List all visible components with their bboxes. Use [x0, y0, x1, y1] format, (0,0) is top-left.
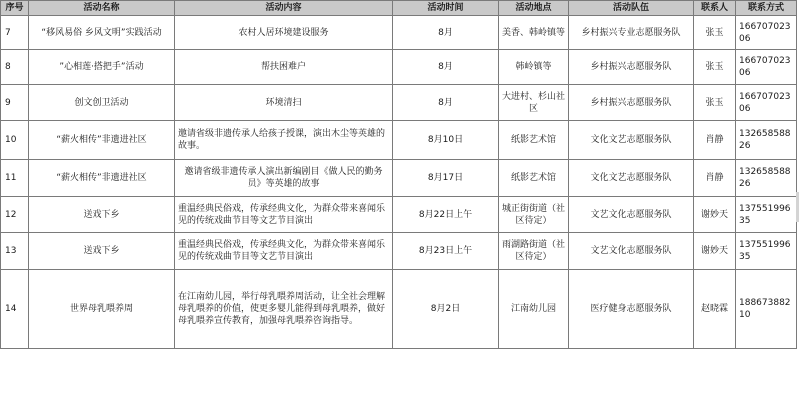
cell-team: 文化文艺志愿服务队	[569, 160, 694, 197]
table-row	[1, 121, 797, 160]
cell-time: 8月23日上午	[393, 233, 499, 270]
cell-name: 创文创卫活动	[29, 85, 175, 121]
cell-content: 环境清扫	[175, 85, 393, 121]
cell-no: 7	[1, 16, 29, 50]
cell-no: 11	[1, 160, 29, 197]
cell-name: 送戏下乡	[29, 197, 175, 233]
cell-name: 送戏下乡	[29, 233, 175, 270]
cell-phone: 16670702306	[736, 50, 797, 85]
cell-contact: 肖静	[694, 121, 736, 160]
cell-content: 在江南幼儿园，举行母乳喂养周活动，让全社会理解母乳喂养的价值，使更多婴儿能得到母乳喂养，做好母乳喂养宣传教育，加强母乳喂养咨询指导。	[175, 270, 393, 349]
cell-team: 文艺文化志愿服务队	[569, 197, 694, 233]
header-content: 活动内容	[175, 1, 393, 16]
header-name: 活动名称	[29, 1, 175, 16]
cell-content: 邀请省级非遗传承人演出新编剧目《做人民的勤务员》等英雄的故事	[175, 160, 393, 197]
cell-time: 8月	[393, 85, 499, 121]
header-contact: 联系人	[694, 1, 736, 16]
cell-phone: 13265858826	[736, 160, 797, 197]
header-time: 活动时间	[393, 1, 499, 16]
cell-no: 14	[1, 270, 29, 349]
header-phone: 联系方式	[736, 1, 797, 16]
cell-phone: 16670702306	[736, 16, 797, 50]
cell-location: 雨湖路街道（社区待定）	[499, 233, 569, 270]
cell-name: “移风易俗 乡风文明”实践活动	[29, 16, 175, 50]
table-row	[1, 233, 797, 270]
cell-phone: 16670702306	[736, 85, 797, 121]
cell-team: 乡村振兴志愿服务队	[569, 85, 694, 121]
cell-no: 8	[1, 50, 29, 85]
cell-name: ”心相莲·搭把手”活动	[29, 50, 175, 85]
cell-team: 文化文艺志愿服务队	[569, 121, 694, 160]
table-row	[1, 50, 797, 85]
cell-location: 大进村、杉山社区	[499, 85, 569, 121]
table-row	[1, 197, 797, 233]
table-row	[1, 85, 797, 121]
cell-location: 韩岭镇等	[499, 50, 569, 85]
cell-content: 农村人居环境建设服务	[175, 16, 393, 50]
cell-name: “薪火相传”非遗进社区	[29, 160, 175, 197]
cell-phone: 13755199635	[736, 233, 797, 270]
cell-location: 纸影艺术馆	[499, 121, 569, 160]
table-header-row	[1, 1, 797, 16]
header-team: 活动队伍	[569, 1, 694, 16]
cell-team: 乡村振兴志愿服务队	[569, 50, 694, 85]
cell-time: 8月22日上午	[393, 197, 499, 233]
cell-time: 8月10日	[393, 121, 499, 160]
cell-contact: 张玉	[694, 85, 736, 121]
cell-content: 帮扶困难户	[175, 50, 393, 85]
cell-contact: 肖静	[694, 160, 736, 197]
cell-phone: 18867388210	[736, 270, 797, 349]
cell-time: 8月	[393, 50, 499, 85]
cell-no: 9	[1, 85, 29, 121]
cell-time: 8月17日	[393, 160, 499, 197]
header-no: 序号	[1, 1, 29, 16]
cell-team: 文艺文化志愿服务队	[569, 233, 694, 270]
cell-team: 乡村振兴专业志愿服务队	[569, 16, 694, 50]
cell-no: 12	[1, 197, 29, 233]
cell-contact: 赵晓霖	[694, 270, 736, 349]
cell-location: 城正街街道（社区待定）	[499, 197, 569, 233]
cell-contact: 谢妙天	[694, 197, 736, 233]
header-location: 活动地点	[499, 1, 569, 16]
cell-content: 重温经典民俗戏，传承经典文化，为群众带来喜闻乐见的传统戏曲节目等文艺节目演出	[175, 233, 393, 270]
cell-location: 江南幼儿园	[499, 270, 569, 349]
cell-time: 8月	[393, 16, 499, 50]
cell-phone: 13265858826	[736, 121, 797, 160]
table-row	[1, 270, 797, 349]
cell-name: “薪火相传”非遗进社区	[29, 121, 175, 160]
table-row	[1, 16, 797, 50]
table-row	[1, 160, 797, 197]
cell-content: 邀请省级非遗传承人给孩子授课，演出木尘等英雄的故事。	[175, 121, 393, 160]
cell-team: 医疗健身志愿服务队	[569, 270, 694, 349]
cell-no: 13	[1, 233, 29, 270]
cell-phone: 13755199635	[736, 197, 797, 233]
cell-location: 美香、韩岭镇等	[499, 16, 569, 50]
cell-contact: 张玉	[694, 50, 736, 85]
cell-contact: 谢妙天	[694, 233, 736, 270]
cell-no: 10	[1, 121, 29, 160]
cell-location: 纸影艺术馆	[499, 160, 569, 197]
cell-time: 8月2日	[393, 270, 499, 349]
cell-name: 世界母乳喂养周	[29, 270, 175, 349]
cell-contact: 张玉	[694, 16, 736, 50]
cell-content: 重温经典民俗戏，传承经典文化，为群众带来喜闻乐见的传统戏曲节目等文艺节目演出	[175, 197, 393, 233]
